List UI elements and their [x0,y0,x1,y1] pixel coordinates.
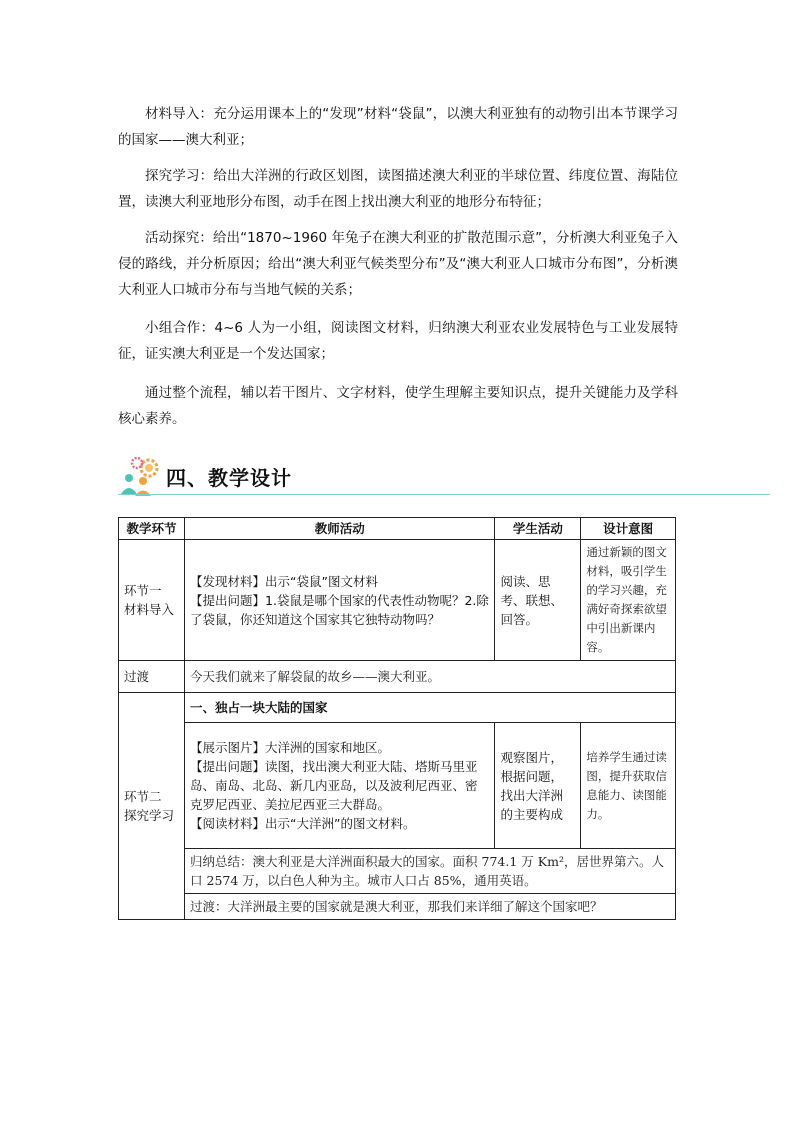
design-intent-cell: 通过新颖的图文材料，吸引学生的学习兴趣，充满好奇探索欲望中引出新课内容。 [581,540,676,661]
teaching-design-table [118,517,676,920]
table-row [119,894,676,920]
paragraph-group-work: 小组合作：4~6 人为一小组，阅读图文材料，归纳澳大利亚农业发展特色与工业发展特征，证实澳大利亚是一个发达国家； [118,320,678,362]
section-title: 四、教学设计 [166,466,292,490]
student-activity-cell: 阅读、思考、联想、回答。 [495,540,581,661]
table-row [119,540,676,661]
paragraph-inquiry-learning: 探究学习：给出大洋洲的行政区划图，读图描述澳大利亚的半球位置、纬度位置、海陆位置，读澳大利亚地形分布图，动手在图上找出澳大利亚的地形分布特征； [118,168,678,210]
header-student: 学生活动 [495,518,581,540]
header-intent: 设计意图 [581,518,676,540]
section-divider [118,494,770,495]
transition-cell: 今天我们就来了解袋鼠的故乡——澳大利亚。 [185,661,676,693]
header-teacher: 教师活动 [185,518,495,540]
section-header [118,454,770,496]
paragraph-material-intro: 材料导入：充分运用课本上的“发现”材料“袋鼠”，以澳大利亚独有的动物引出本节课学习的国家——澳大利亚； [118,106,678,148]
stage-cell: 过渡 [119,661,185,693]
teacher-activity-cell: 【发现材料】出示“袋鼠”图文材料 【提出问题】1.袋鼠是哪个国家的代表性动物呢？2.除了袋鼠，你还知道这个国家其它独特动物吗？ [185,540,495,661]
summary-cell: 归纳总结：澳大利亚是大洋洲面积最大的国家。面积 774.1 万 Km²，居世界第六。人口 2574 万，以白色人种为主。城市人口占 85%，通用英语。 [185,849,676,894]
table-row [119,693,676,723]
paragraph-activity-inquiry: 活动探究：给出“1870~1960 年兔子在澳大利亚的扩散范围示意”，分析澳大利亚兔子入侵的路线，并分析原因；给出“澳大利亚气候类型分布”及“澳大利亚人口城市分布图”，分析澳大利亚人口城市分布与当地气候的关系； [118,230,678,298]
header-stage: 教学环节 [119,518,185,540]
table-row [119,723,676,849]
design-intent-cell: 培养学生通过读图，提升获取信息能力、读图能力。 [581,723,676,849]
gear-people-icon [118,454,164,496]
transition-cell: 过渡：大洋洲最主要的国家就是澳大利亚，那我们来详细了解这个国家吧？ [185,894,676,920]
subsection-title: 一、独占一块大陆的国家 [185,693,676,723]
table-row [119,661,676,693]
table-header-row [119,518,676,540]
student-activity-cell: 观察图片，根据问题，找出大洋洲的主要构成 [495,723,581,849]
teacher-activity-cell: 【展示图片】大洋洲的国家和地区。 【提出问题】读图，找出澳大利亚大陆、塔斯马里亚岛、南岛、北岛、新几内亚岛，以及波利尼西亚、密克罗尼西亚、美拉尼西亚三大群岛。 【阅读材料】出示“大洋洲”的图文材料。 [185,723,495,849]
stage-cell: 环节一 材料导入 [119,540,185,661]
table-row [119,849,676,894]
paragraph-summary: 通过整个流程，辅以若干图片、文字材料，使学生理解主要知识点，提升关键能力及学科核心素养。 [118,385,678,427]
stage-cell: 环节二 探究学习 [119,693,185,920]
